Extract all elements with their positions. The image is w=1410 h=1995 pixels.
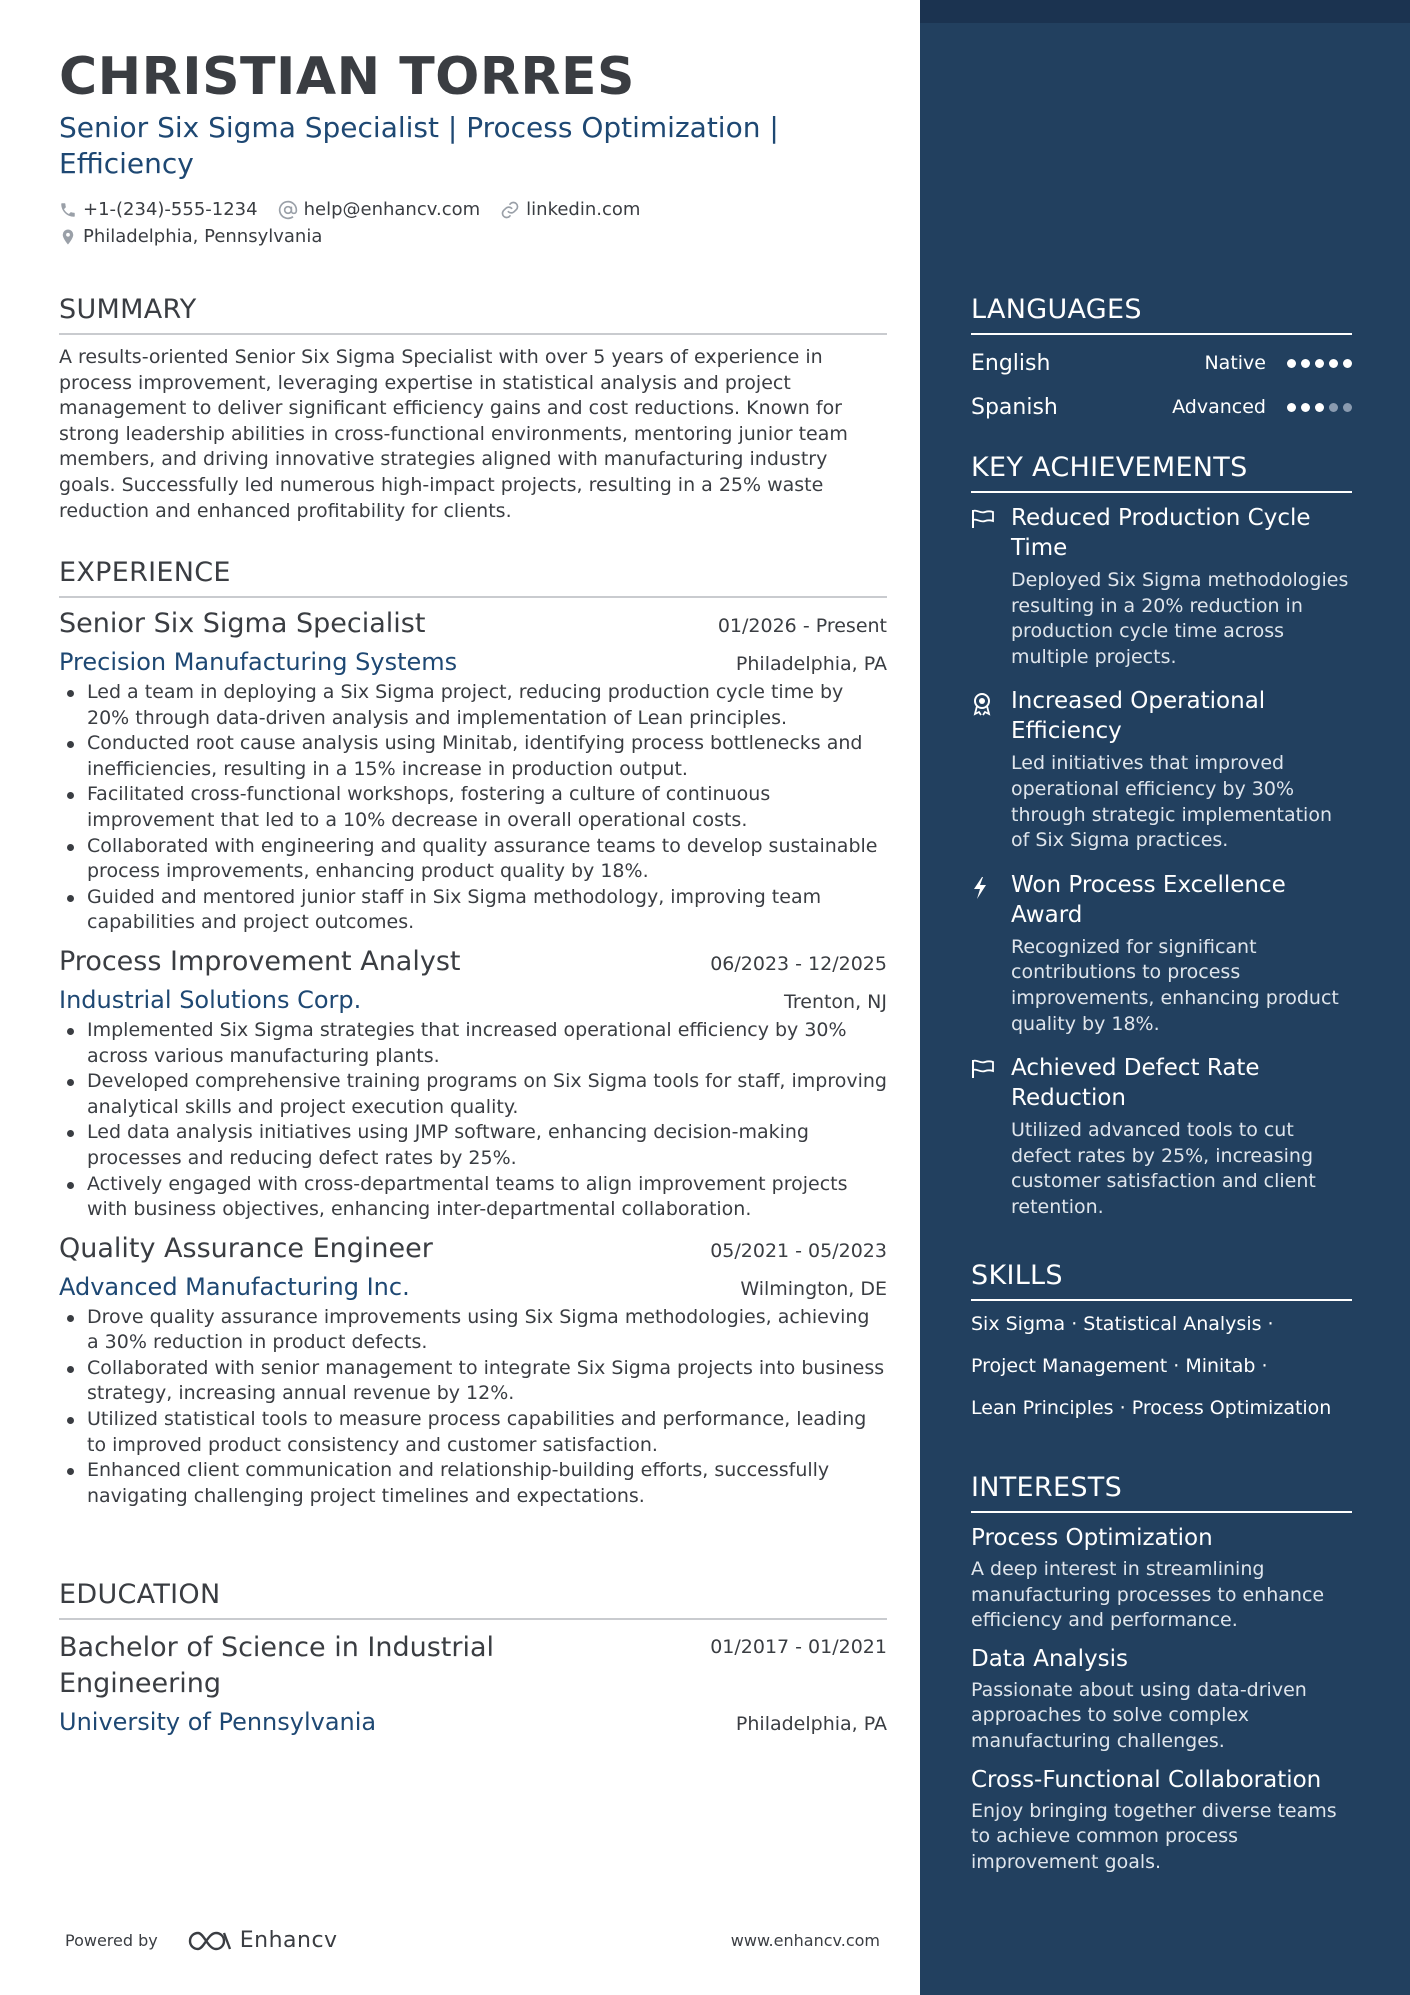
education-title: EDUCATION (59, 1579, 887, 1620)
company-name: Advanced Manufacturing Inc. (59, 1272, 410, 1301)
contact-info (59, 196, 896, 250)
job-location: Philadelphia, PA (735, 653, 887, 675)
interest-item (971, 1765, 1352, 1876)
achievement-item (971, 1053, 1352, 1220)
achievement-title: Achieved Defect Rate Reduction (1011, 1055, 1260, 1112)
phone-text: +1-(234)-555-1234 (83, 199, 258, 220)
powered-by-text: Powered by (65, 1931, 158, 1950)
achievement-title: Reduced Production Cycle Time (1011, 505, 1311, 561)
bullet: Led a team in deploying a Six Sigma project, reducing production cycle time by 20% through data-driven analysis and implementation of Lean principles. (59, 680, 887, 731)
location-pin-icon (59, 227, 77, 247)
degree: Bachelor of Science in Industrial Engineering (59, 1632, 495, 1699)
proficiency-dots (1282, 403, 1352, 412)
summary-section (59, 294, 887, 524)
job-dates: 01/2026 - Present (717, 615, 887, 637)
proficiency-dot-filled (1343, 359, 1352, 368)
flag-icon (971, 509, 995, 529)
summary-text: A results-oriented Senior Six Sigma Specialist with over 5 years of experience in process improvement, leveraging expertise in statistical analysis and project management to deliver significant efficiency gains and cost reductions. Known for strong leadership abilities in cross-functional environments, mentoring junior team members, and driving innovative strategies aligned with manufacturing industry goals. Successfully led numerous high-impact projects, resulting in a 25% waste reduction and enhanced profitability for clients. (59, 346, 848, 522)
email-text: help@enhancv.com (303, 199, 481, 220)
job-dates: 05/2021 - 05/2023 (710, 1239, 887, 1262)
lightning-icon (971, 876, 989, 900)
achievement-title: Won Process Excellence Award (1011, 871, 1286, 928)
proficiency-dot-filled (1315, 359, 1324, 368)
sidebar-top-band (920, 0, 1410, 23)
skills-title: SKILLS (971, 1260, 1352, 1301)
achievement-item (971, 686, 1352, 853)
achievements-section (971, 452, 1352, 1221)
proficiency-dot-filled (1287, 403, 1296, 412)
job-title: Process Improvement Analyst (59, 945, 461, 977)
job-bullets (59, 680, 887, 936)
interest-desc: Passionate about using data-driven approaches to solve complex manufacturing challenges. (971, 1678, 1307, 1752)
language-item (971, 341, 1352, 385)
bullet: Actively engaged with cross-departmental teams to align improvement projects with business objectives, enhancing inter-departmental collaboration. (59, 1172, 887, 1223)
school-location: Philadelphia, PA (735, 1713, 887, 1735)
achievement-item (971, 503, 1352, 670)
linkedin[interactable] (500, 199, 640, 220)
interest-desc: A deep interest in streamlining manufacturing processes to enhance efficiency and performance. (971, 1558, 1325, 1632)
language-level: Native (1204, 352, 1266, 374)
education-dates: 01/2017 - 01/2021 (710, 1636, 887, 1658)
proficiency-dot-filled (1301, 403, 1310, 412)
interest-desc: Enjoy bringing together diverse teams to achieve common process improvement goals. (971, 1799, 1337, 1873)
phone[interactable] (59, 199, 258, 220)
proficiency-dot-filled (1329, 359, 1338, 368)
language-name: English (971, 350, 1051, 376)
education-section (59, 1579, 887, 1738)
bullet: Led data analysis initiatives using JMP software, enhancing decision-making processes and reducing defect rates by 25%. (59, 1120, 887, 1171)
experience-title: EXPERIENCE (59, 557, 887, 598)
brand-name: Enhancv (239, 1928, 338, 1953)
website-link[interactable]: www.enhancv.com (730, 1931, 880, 1950)
flag-icon (971, 1059, 995, 1079)
interests-section (971, 1472, 1352, 1875)
school-name: University of Pennsylvania (59, 1708, 377, 1736)
summary-title: SUMMARY (59, 294, 887, 335)
proficiency-dot-filled (1287, 359, 1296, 368)
bullet: Enhanced client communication and relationship-building efforts, successfully navigating challenging project timelines and expectations. (59, 1458, 887, 1509)
language-item (971, 385, 1352, 429)
skills-line: Six Sigma · Statistical Analysis · (971, 1313, 1274, 1335)
job-dates: 06/2023 - 12/2025 (710, 952, 887, 975)
proficiency-dot-filled (1301, 359, 1310, 368)
languages-section (971, 294, 1352, 429)
proficiency-dot-filled (1315, 403, 1324, 412)
job-location: Trenton, NJ (784, 990, 887, 1013)
job-entry (59, 1231, 887, 1510)
proficiency-dot-empty (1329, 403, 1338, 412)
bullet: Drove quality assurance improvements using Six Sigma methodologies, achieving a 30% reduction in product defects. (59, 1305, 887, 1356)
job-location: Wilmington, DE (740, 1277, 887, 1300)
job-title: Quality Assurance Engineer (59, 1232, 433, 1264)
job-bullets (59, 1018, 887, 1223)
headline: Senior Six Sigma Specialist | Process Optimization | Efficiency (59, 111, 779, 180)
location (59, 226, 322, 247)
link-icon (500, 200, 520, 220)
interests-title: INTERESTS (971, 1472, 1352, 1513)
bullet: Collaborated with engineering and quality assurance teams to develop sustainable process improvements, enhancing product quality by 18%. (59, 834, 887, 885)
achievement-desc: Utilized advanced tools to cut defect rates by 25%, increasing customer satisfaction and client retention. (1011, 1119, 1316, 1218)
skills-line: Project Management · Minitab · (971, 1355, 1268, 1377)
experience-section (59, 557, 887, 1509)
bullet: Collaborated with senior management to integrate Six Sigma projects into business strategy, increasing annual revenue by 12%. (59, 1356, 887, 1407)
job-entry (59, 606, 887, 936)
bullet: Utilized statistical tools to measure process capabilities and performance, leading to improved product consistency and customer satisfaction. (59, 1407, 887, 1458)
phone-icon (59, 201, 77, 219)
footer (65, 1928, 880, 1953)
proficiency-dots (1282, 359, 1352, 368)
achievement-desc: Recognized for significant contributions to process improvements, enhancing product quality by 18%. (1011, 935, 1339, 1035)
bullet: Conducted root cause analysis using Minitab, identifying process bottlenecks and inefficiencies, resulting in a 15% increase in production output. (59, 731, 887, 782)
proficiency-dot-empty (1343, 403, 1352, 412)
company-name: Industrial Solutions Corp. (59, 985, 362, 1014)
language-name: Spanish (971, 394, 1058, 420)
company-name: Precision Manufacturing Systems (59, 648, 458, 676)
sidebar (920, 0, 1410, 1995)
at-icon (278, 200, 298, 220)
award-icon (971, 692, 993, 716)
interest-title: Process Optimization (971, 1525, 1213, 1551)
skills-section (971, 1260, 1352, 1429)
email[interactable] (278, 199, 481, 220)
languages-title: LANGUAGES (971, 294, 1352, 335)
bullet: Developed comprehensive training programs on Six Sigma tools for staff, improving analytical skills and project execution quality. (59, 1069, 887, 1120)
interest-title: Cross-Functional Collaboration (971, 1766, 1322, 1793)
achievement-title: Increased Operational Efficiency (1011, 688, 1266, 745)
achievements-title: KEY ACHIEVEMENTS (971, 452, 1352, 493)
job-title: Senior Six Sigma Specialist (59, 608, 426, 639)
job-entry (59, 944, 887, 1223)
bullet: Guided and mentored junior staff in Six Sigma methodology, improving team capabilities and project outcomes. (59, 885, 887, 936)
interest-item (971, 1523, 1352, 1634)
language-level: Advanced (1172, 396, 1266, 418)
achievement-desc: Led initiatives that improved operational efficiency by 30% through strategic implementation of Six Sigma practices. (1011, 752, 1333, 852)
candidate-name: CHRISTIAN TORRES (59, 47, 635, 107)
location-text: Philadelphia, Pennsylvania (83, 226, 323, 247)
linkedin-text: linkedin.com (526, 199, 641, 220)
achievement-desc: Deployed Six Sigma methodologies resulting in a 20% reduction in production cycle time across multiple projects. (1011, 569, 1349, 668)
enhancv-logo-icon (186, 1929, 232, 1953)
interest-item (971, 1644, 1352, 1755)
bullet: Facilitated cross-functional workshops, fostering a culture of continuous improvement that led to a 10% decrease in overall operational costs. (59, 782, 887, 833)
brand-logo[interactable] (186, 1928, 338, 1953)
job-bullets (59, 1305, 887, 1510)
skills-line: Lean Principles · Process Optimization (971, 1397, 1332, 1419)
interest-title: Data Analysis (971, 1645, 1128, 1672)
bullet: Implemented Six Sigma strategies that increased operational efficiency by 30% across various manufacturing plants. (59, 1018, 887, 1069)
achievement-item (971, 870, 1352, 1037)
